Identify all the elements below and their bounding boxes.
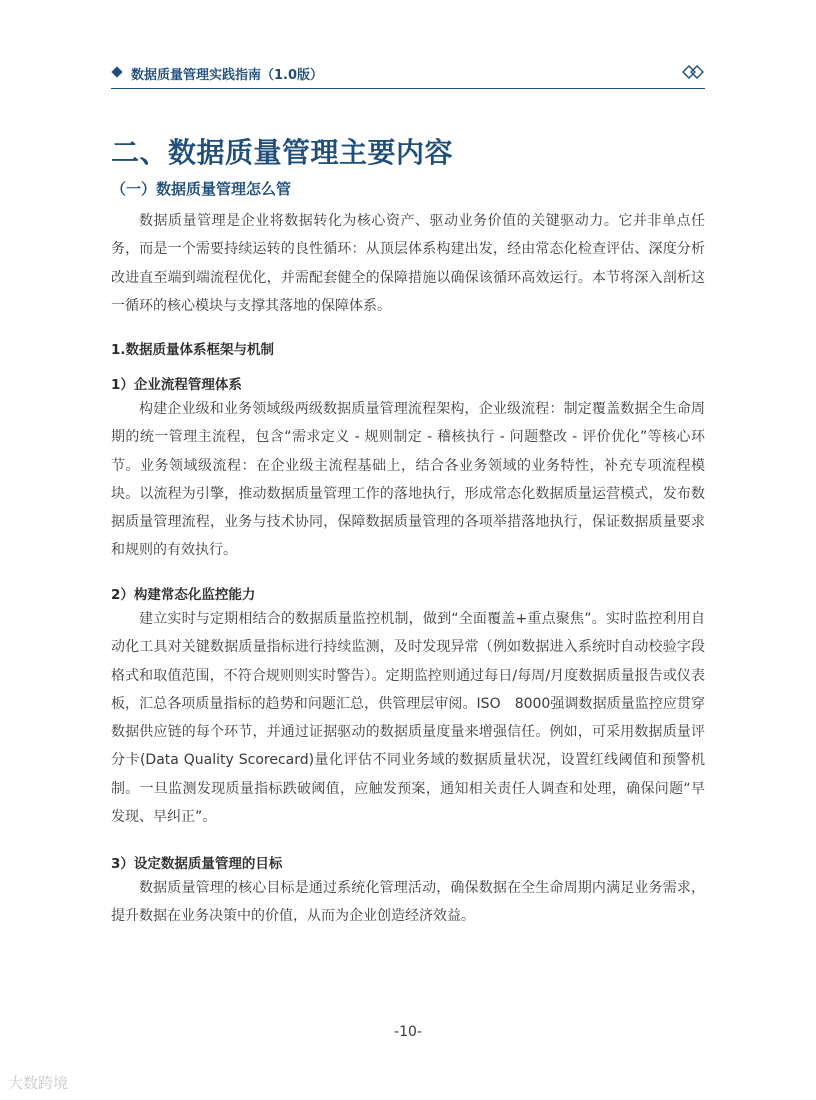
paragraph-goals: 数据质量管理的核心目标是通过系统化管理活动，确保数据在全生命周期内满足业务需求，提升数据在业务决策中的价值，从而为企业创造经济效益。 — [111, 880, 705, 925]
heading-monitoring: 2）构建常态化监控能力 — [111, 587, 256, 603]
page-number: -10- — [394, 1024, 422, 1040]
heading-framework: 1.数据质量体系框架与机制 — [111, 342, 275, 358]
paragraph-process-system: 构建企业级和业务领域级两级数据质量管理流程架构，企业级流程：制定覆盖数据全生命周期的统一管理主流程，包含“需求定义 - 规则制定 - 稽核执行 - 问题整改 - 评价优化”等核心环节。业务领域级流程：在企业级主流程基础上，结合各业务领域的业务特性，补充专项流程模块。以流程为引擎，推动数据质量管理工作的落地执行，形成常态化数据质量运营模式，发布数据质量管理流程，业务与技术协同，保障数据质量管理的各项举措落地执行，保证数据质量要求和规则的有效执行。 — [111, 401, 705, 559]
double-diamond-logo-icon — [681, 64, 705, 80]
watermark: 大数跨境 — [8, 1074, 69, 1092]
heading-process-system: 1）企业流程管理体系 — [111, 377, 242, 393]
section-title: 二、数据质量管理主要内容 — [111, 136, 454, 169]
intro-paragraph: 数据质量管理是企业将数据转化为核心资产、驱动业务价值的关键驱动力。它并非单点任务，而是一个需要持续运转的良性循环：从顶层体系构建出发，经由常态化检查评估、深度分析改进直至端到端流程优化，并需配套健全的保障措施以确保该循环高效运行。本节将深入剖析这一循环的核心模块与支撑其落地的保障体系。 — [111, 213, 705, 314]
heading-goals: 3）设定数据质量管理的目标 — [111, 856, 283, 872]
page-header — [111, 64, 705, 89]
diamond-bullet-icon — [111, 66, 122, 77]
paragraph-monitoring: 建立实时与定期相结合的数据质量监控机制，做到“全面覆盖+重点聚焦”。实时监控利用自动化工具对关键数据质量指标进行持续监测，及时发现异常（例如数据进入系统时自动校验字段格式和取值范围，不符合规则则实时警告）。定期监控则通过每日/每周/月度数据质量报告或仪表板，汇总各项质量指标的趋势和问题汇总，供管理层审阅。ISO 8000强调数据质量监控应贯穿数据供应链的每个环节，并通过证据驱动的数据质量度量来增强信任。例如，可采用数据质量评分卡(Data Quality Scorecard)量化评估不同业务域的数据质量状况，设置红线阈值和预警机制。一旦监测发现质量指标跌破阈值，应触发预案，通知相关责任人调查和处理，确保问题“早发现、早纠正”。 — [111, 611, 705, 826]
subsection-title: （一）数据质量管理怎么管 — [111, 180, 292, 198]
header-title: 数据质量管理实践指南（1.0版） — [131, 68, 324, 83]
